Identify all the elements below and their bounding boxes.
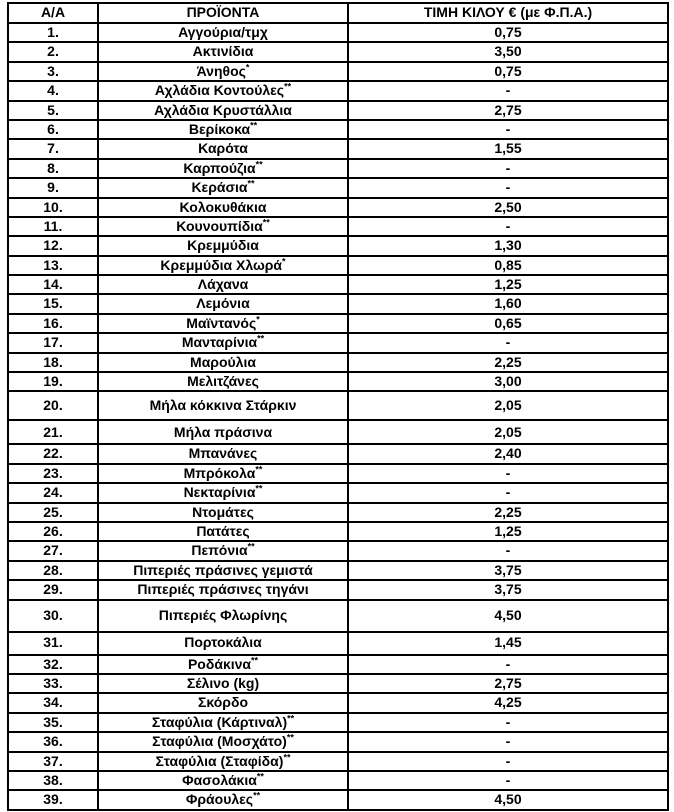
price-value: - bbox=[348, 483, 668, 502]
product-name-cell bbox=[98, 62, 348, 81]
product-name: Κρεμμύδια Χλωρά bbox=[160, 256, 283, 273]
row-number: 34. bbox=[8, 693, 98, 712]
price-value: - bbox=[348, 541, 668, 560]
product-name: Αγγούρια/τμχ bbox=[178, 24, 268, 40]
row-number: 12. bbox=[8, 236, 98, 255]
row-number: 35. bbox=[8, 713, 98, 732]
product-name: Λεμόνια bbox=[196, 295, 250, 312]
footnote-mark: ** bbox=[255, 159, 263, 170]
product-name: Αχλάδια Κρυστάλλια bbox=[154, 101, 292, 118]
row-number: 25. bbox=[8, 503, 98, 522]
product-name: Άνηθος bbox=[196, 62, 246, 79]
product-name: Μαρούλια bbox=[190, 353, 256, 370]
price-value: 2,40 bbox=[348, 444, 668, 463]
footnote-mark: * bbox=[256, 314, 260, 325]
table-row bbox=[8, 655, 668, 674]
row-number: 31. bbox=[8, 632, 98, 655]
price-value: 3,00 bbox=[348, 372, 668, 391]
table-row bbox=[8, 294, 668, 313]
price-value: 1,25 bbox=[348, 275, 668, 294]
row-number: 33. bbox=[8, 674, 98, 693]
row-number: 32. bbox=[8, 655, 98, 674]
price-value: 2,05 bbox=[348, 391, 668, 420]
product-name: Σκόρδο bbox=[198, 694, 248, 711]
row-number: 24. bbox=[8, 483, 98, 502]
product-name-cell bbox=[98, 178, 348, 197]
footnote-mark: ** bbox=[255, 483, 263, 494]
product-name: Αχλάδια Κοντούλες bbox=[154, 82, 285, 99]
product-name-cell bbox=[98, 391, 348, 420]
footnote-mark: ** bbox=[257, 333, 265, 344]
product-name-cell bbox=[98, 522, 348, 541]
product-name: Πεπόνια bbox=[191, 542, 248, 559]
product-name: Μελιτζάνες bbox=[187, 373, 259, 390]
price-value: 0,75 bbox=[348, 62, 668, 81]
table-row bbox=[8, 139, 668, 158]
price-value: - bbox=[348, 655, 668, 674]
table-row bbox=[8, 42, 668, 61]
row-number: 28. bbox=[8, 561, 98, 580]
product-name-cell bbox=[98, 600, 348, 632]
table-row bbox=[8, 561, 668, 580]
product-name: Σταφύλια (Μοσχάτο) bbox=[152, 733, 287, 750]
product-name: Σταφύλια (Κάρτιναλ) bbox=[151, 713, 288, 730]
table-row bbox=[8, 391, 668, 420]
product-name: Νεκταρίνια bbox=[183, 484, 256, 501]
product-name-cell bbox=[98, 139, 348, 158]
table-row bbox=[8, 483, 668, 502]
row-number: 18. bbox=[8, 353, 98, 372]
row-number: 9. bbox=[8, 178, 98, 197]
row-number: 23. bbox=[8, 464, 98, 483]
product-name-cell bbox=[98, 333, 348, 352]
product-name: Πορτοκάλια bbox=[184, 634, 262, 651]
row-number: 6. bbox=[8, 120, 98, 139]
product-name-cell bbox=[98, 42, 348, 61]
table-row bbox=[8, 333, 668, 352]
table-row bbox=[8, 275, 668, 294]
table-row bbox=[8, 713, 668, 732]
row-number: 7. bbox=[8, 139, 98, 158]
price-value: 2,50 bbox=[348, 198, 668, 217]
row-number: 37. bbox=[8, 752, 98, 771]
header-row bbox=[8, 3, 668, 23]
product-name-cell bbox=[98, 120, 348, 139]
table-row bbox=[8, 541, 668, 560]
table-row bbox=[8, 159, 668, 178]
product-name-cell bbox=[98, 693, 348, 712]
price-table bbox=[7, 2, 669, 811]
product-name: Μπρόκολα bbox=[183, 464, 256, 481]
table-row bbox=[8, 790, 668, 809]
footnote-mark: * bbox=[282, 256, 286, 267]
price-value: 4,25 bbox=[348, 693, 668, 712]
footnote-mark: ** bbox=[250, 120, 258, 131]
price-value: - bbox=[348, 81, 668, 100]
product-name-cell bbox=[98, 198, 348, 217]
table-row bbox=[8, 444, 668, 463]
price-value: - bbox=[348, 120, 668, 139]
footnote-mark: ** bbox=[251, 654, 259, 665]
row-number: 8. bbox=[8, 159, 98, 178]
footnote-mark: ** bbox=[255, 464, 263, 475]
table-row bbox=[8, 503, 668, 522]
table-row bbox=[8, 732, 668, 751]
row-number: 3. bbox=[8, 62, 98, 81]
product-name-cell bbox=[98, 655, 348, 674]
product-name: Κουνουπίδια bbox=[176, 217, 263, 234]
product-name: Ροδάκινα bbox=[187, 655, 252, 672]
row-number: 38. bbox=[8, 771, 98, 790]
table-row bbox=[8, 101, 668, 120]
price-value: - bbox=[348, 771, 668, 790]
row-number: 20. bbox=[8, 391, 98, 420]
product-name-cell bbox=[98, 353, 348, 372]
row-number: 13. bbox=[8, 256, 98, 275]
price-value: - bbox=[348, 752, 668, 771]
table-row bbox=[8, 256, 668, 275]
product-name-cell bbox=[98, 464, 348, 483]
product-name-cell bbox=[98, 580, 348, 599]
product-name-cell bbox=[98, 294, 348, 313]
price-value: 2,25 bbox=[348, 503, 668, 522]
product-name: Μήλα κόκκινα Στάρκιν bbox=[149, 397, 297, 414]
row-number: 15. bbox=[8, 294, 98, 313]
price-value: 1,30 bbox=[348, 236, 668, 255]
table-row bbox=[8, 314, 668, 333]
product-name: Μαϊντανός bbox=[186, 314, 257, 331]
product-name: Φασολάκια bbox=[182, 771, 257, 788]
product-name: Πιπεριές πράσινες τηγάνι bbox=[137, 581, 309, 598]
product-name-cell bbox=[98, 674, 348, 693]
row-number: 1. bbox=[8, 23, 98, 42]
table-row bbox=[8, 81, 668, 100]
price-value: 2,75 bbox=[348, 101, 668, 120]
product-name-cell bbox=[98, 713, 348, 732]
price-value: - bbox=[348, 333, 668, 352]
table-row bbox=[8, 120, 668, 139]
table-row bbox=[8, 372, 668, 391]
table-row bbox=[8, 178, 668, 197]
product-name: Λάχανα bbox=[197, 276, 249, 293]
product-name-cell bbox=[98, 236, 348, 255]
product-name-cell bbox=[98, 541, 348, 560]
table-row bbox=[8, 771, 668, 790]
footnote-mark: ** bbox=[286, 732, 294, 743]
price-value: 3,75 bbox=[348, 580, 668, 599]
table-row bbox=[8, 236, 668, 255]
row-number: 22. bbox=[8, 444, 98, 463]
price-value: 4,50 bbox=[348, 790, 668, 809]
footnote-mark: ** bbox=[287, 713, 295, 724]
table-row bbox=[8, 674, 668, 693]
product-name-cell bbox=[98, 159, 348, 178]
product-name: Σταφύλια (Σταφίδα) bbox=[155, 752, 284, 769]
product-name: Κεράσια bbox=[191, 179, 248, 196]
table-row bbox=[8, 353, 668, 372]
row-number: 36. bbox=[8, 732, 98, 751]
footnote-mark: ** bbox=[247, 541, 255, 552]
footnote-mark: ** bbox=[283, 751, 291, 762]
col-header-product: ΠΡΟΪΟΝΤΑ bbox=[98, 3, 348, 23]
table-row bbox=[8, 23, 668, 42]
price-value: 0,75 bbox=[348, 23, 668, 42]
row-number: 4. bbox=[8, 81, 98, 100]
price-value: - bbox=[348, 464, 668, 483]
product-name-cell bbox=[98, 503, 348, 522]
table-row bbox=[8, 693, 668, 712]
product-name: Καρπούζια bbox=[183, 159, 256, 176]
footnote-mark: ** bbox=[262, 217, 270, 228]
footnote-mark: * bbox=[245, 62, 250, 73]
row-number: 10. bbox=[8, 198, 98, 217]
price-value: 3,50 bbox=[348, 42, 668, 61]
row-number: 19. bbox=[8, 372, 98, 391]
table-row bbox=[8, 198, 668, 217]
row-number: 2. bbox=[8, 42, 98, 61]
product-name-cell bbox=[98, 561, 348, 580]
col-header-price: ΤΙΜΗ ΚΙΛΟΥ € (με Φ.Π.Α.) bbox=[348, 3, 668, 23]
product-name-cell bbox=[98, 444, 348, 463]
product-name: Βερίκοκα bbox=[188, 120, 251, 137]
product-name-cell bbox=[98, 217, 348, 236]
product-name: Μανταρίνια bbox=[181, 334, 258, 351]
product-name: Ντομάτες bbox=[192, 503, 254, 520]
row-number: 14. bbox=[8, 275, 98, 294]
price-value: - bbox=[348, 159, 668, 178]
price-value: 1,25 bbox=[348, 522, 668, 541]
product-name-cell bbox=[98, 23, 348, 42]
footnote-mark: ** bbox=[253, 790, 261, 801]
price-value: 1,60 bbox=[348, 294, 668, 313]
price-value: 2,05 bbox=[348, 420, 668, 444]
price-value: - bbox=[348, 217, 668, 236]
price-value: 1,55 bbox=[348, 139, 668, 158]
price-value: - bbox=[348, 713, 668, 732]
footnote-mark: ** bbox=[247, 178, 255, 189]
product-name-cell bbox=[98, 372, 348, 391]
row-number: 21. bbox=[8, 420, 98, 444]
price-value: - bbox=[348, 732, 668, 751]
price-value: 2,25 bbox=[348, 353, 668, 372]
product-name-cell bbox=[98, 420, 348, 444]
price-value: 2,75 bbox=[348, 674, 668, 693]
table-row bbox=[8, 522, 668, 541]
price-value: 3,75 bbox=[348, 561, 668, 580]
footnote-mark: ** bbox=[256, 771, 264, 782]
row-number: 17. bbox=[8, 333, 98, 352]
product-name-cell bbox=[98, 275, 348, 294]
table-row bbox=[8, 464, 668, 483]
product-name-cell bbox=[98, 790, 348, 809]
table-row bbox=[8, 217, 668, 236]
product-name: Κολοκυθάκια bbox=[179, 198, 267, 215]
table-row bbox=[8, 580, 668, 599]
product-name: Καρότα bbox=[198, 140, 248, 157]
product-name: Φράουλες bbox=[185, 791, 254, 808]
product-name: Ακτινίδια bbox=[192, 43, 254, 60]
product-name: Πατάτες bbox=[196, 522, 250, 539]
table-row bbox=[8, 600, 668, 632]
product-name-cell bbox=[98, 81, 348, 100]
product-name: Μπανάνες bbox=[188, 445, 258, 462]
table-row bbox=[8, 420, 668, 444]
price-value: 0,85 bbox=[348, 256, 668, 275]
table-row bbox=[8, 62, 668, 81]
row-number: 16. bbox=[8, 314, 98, 333]
row-number: 29. bbox=[8, 580, 98, 599]
product-name: Μήλα πράσινα bbox=[173, 423, 273, 440]
product-name-cell bbox=[98, 314, 348, 333]
row-number: 39. bbox=[8, 790, 98, 809]
col-header-index: Α/Α bbox=[8, 3, 98, 23]
price-value: 1,45 bbox=[348, 632, 668, 655]
price-value: 4,50 bbox=[348, 600, 668, 632]
product-name: Πιπεριές Φλωρίνης bbox=[158, 606, 288, 623]
table-row bbox=[8, 752, 668, 771]
product-name: Σέλινο (kg) bbox=[186, 674, 260, 691]
row-number: 30. bbox=[8, 600, 98, 632]
row-number: 26. bbox=[8, 522, 98, 541]
product-name: Κρεμμύδια bbox=[187, 237, 259, 254]
product-name-cell bbox=[98, 101, 348, 120]
product-name-cell bbox=[98, 732, 348, 751]
price-value: 0,65 bbox=[348, 314, 668, 333]
row-number: 5. bbox=[8, 101, 98, 120]
product-name-cell bbox=[98, 256, 348, 275]
price-value: - bbox=[348, 178, 668, 197]
row-number: 11. bbox=[8, 217, 98, 236]
footnote-mark: ** bbox=[284, 81, 292, 92]
product-name-cell bbox=[98, 632, 348, 655]
product-name-cell bbox=[98, 483, 348, 502]
table-row bbox=[8, 632, 668, 655]
product-name-cell bbox=[98, 752, 348, 771]
product-name: Πιπεριές πράσινες γεμιστά bbox=[133, 561, 313, 578]
product-name-cell bbox=[98, 771, 348, 790]
row-number: 27. bbox=[8, 541, 98, 560]
